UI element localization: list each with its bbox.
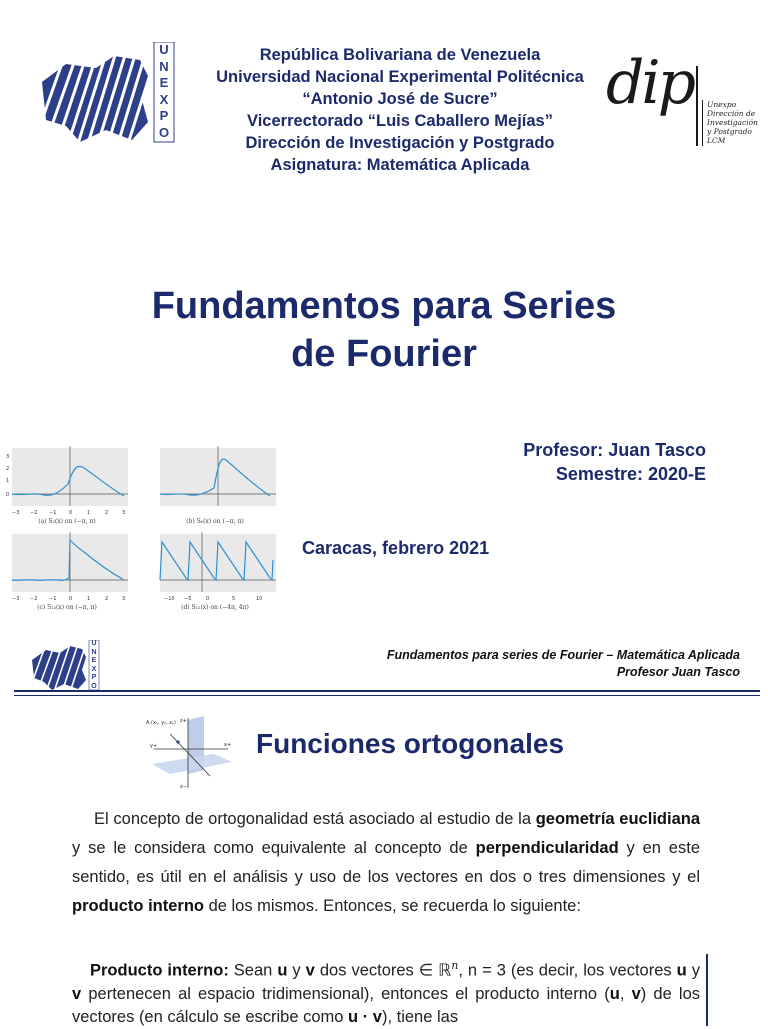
tick-label: 3 (6, 454, 10, 460)
logo-letter: P (91, 674, 97, 681)
institution-line: Universidad Nacional Experimental Politécnica (216, 68, 584, 86)
axis-label: A (x₁, y₁, z₁) (146, 720, 176, 726)
dip-mark: dip (606, 48, 694, 118)
logo-letter: O (158, 124, 170, 140)
institution-line: República Bolivariana de Venezuela (259, 46, 541, 64)
box-edge (706, 954, 708, 1026)
axis-label: x+ (224, 742, 232, 748)
semester: Semestre: 2020-E (555, 464, 706, 484)
place-date: Caracas, febrero 2021 (302, 538, 490, 558)
definition-label: Producto interno: (90, 961, 229, 980)
axis-label: z+ (180, 718, 187, 724)
tick-label: 2 (105, 510, 109, 516)
vector-u: u (609, 984, 620, 1003)
bold-term: producto interno (72, 897, 204, 915)
dip-text: y Postgrado (707, 127, 752, 136)
footer-line: Fundamentos para series de Fourier – Matemática Aplicada (386, 648, 740, 662)
logo-letter: X (159, 91, 169, 107)
title-line: de Fourier (291, 333, 477, 375)
thumbnail-caption: (b) S₆(x) on (−π, π) (186, 518, 244, 525)
tick-label: 5 (232, 596, 236, 602)
institution-line: “Antonio José de Sucre” (302, 90, 498, 108)
tick-label: −5 (184, 596, 192, 602)
vector-v: v (72, 984, 82, 1003)
tick-label: 3 (122, 510, 126, 516)
tick-label: 2 (6, 466, 10, 472)
dip-logo (606, 48, 758, 156)
slide-footer (387, 647, 740, 681)
institution-header (180, 44, 620, 176)
title-line: Fundamentos para Series (151, 285, 617, 327)
tick-label: 0 (6, 492, 10, 498)
fourier-thumbnail-b (152, 444, 278, 528)
axes-3d-icon (144, 716, 236, 792)
vector-u: u (277, 961, 288, 980)
page-title (84, 282, 684, 378)
professor-name: Profesor: Juan Tasco (523, 440, 706, 460)
dip-text: Investigación (707, 118, 758, 127)
tick-label: 0 (69, 596, 73, 602)
text-run: y (686, 961, 700, 980)
logo-letter: N (91, 648, 97, 656)
thumbnail-caption: (d) S₁₂(x) on (−4π, 4π) (181, 604, 249, 611)
divider (14, 695, 760, 696)
text-run: Sean (228, 961, 278, 980)
dot-product: u · v (348, 1007, 382, 1026)
text-run: y se le considera como equivalente al concepto de (72, 839, 476, 857)
logo-letter: E (159, 75, 169, 90)
text-run: ) de los vectores (en cálculo se escribe como (72, 984, 701, 1026)
dip-text: Unexpo (707, 100, 737, 109)
logo-letter: N (159, 58, 169, 74)
vector-u: u (676, 961, 687, 980)
tick-label: 1 (6, 478, 10, 484)
institution-line: Asignatura: Matemática Aplicada (270, 156, 530, 174)
footer-line: Profesor Juan Tasco (616, 665, 740, 679)
tick-label: 1 (87, 596, 91, 602)
tick-label: −2 (30, 510, 38, 516)
bold-term: perpendicularidad (475, 839, 619, 857)
thumbnail-caption: (c) S₁₂(x) on (−π, π) (37, 604, 97, 611)
tick-label: 2 (105, 596, 109, 602)
fourier-thumbnail-d (152, 530, 278, 614)
axis-label: y+ (150, 743, 158, 749)
institution-line: Vicerrectorado “Luis Caballero Mejías” (247, 112, 553, 130)
definition-paragraph: Producto interno: Sean u y v dos vectores ∈ ℝ$^n$, n = 3 (es decir, los vectores u y v pertenecen al espacio tridimensional), entonces el producto interno (u, v) de los vectores (en cálculo se escribe como u · v), tiene las (72, 959, 701, 1026)
logo-letter: P (159, 108, 169, 123)
section-title: Funciones ortogonales (256, 728, 565, 759)
tick-label: −1 (49, 510, 57, 516)
text-run: , n = 3 (es decir, los vectores (458, 961, 677, 980)
text-run: El concepto de ortogonalidad está asociado al estudio de la (94, 810, 536, 828)
vector-v: v (305, 961, 315, 980)
fourier-thumbnail-c (4, 530, 130, 614)
dip-text: LCM (707, 136, 726, 145)
tick-label: −3 (12, 596, 20, 602)
institution-line: Dirección de Investigación y Postgrado (245, 134, 555, 152)
logo-letter: E (91, 657, 97, 664)
text-run: pertenecen al espacio tridimensional), entonces el producto interno ( (81, 984, 610, 1003)
divider (14, 690, 760, 692)
tick-label: 0 (206, 596, 210, 602)
unexpo-logo-small (30, 640, 100, 692)
text-run: de los mismos. Entonces, se recuerda lo siguiente: (203, 897, 581, 915)
tick-label: −3 (12, 510, 20, 516)
fourier-thumbnail-a (4, 444, 130, 528)
text-run: dos vectores ∈ ℝ (314, 961, 452, 980)
intro-paragraph (72, 805, 700, 921)
logo-letter: X (91, 665, 97, 673)
tick-label: 0 (69, 510, 73, 516)
tick-label: 1 (87, 510, 91, 516)
thumbnail-caption: (a) S₃(x) on (−π, π) (38, 518, 96, 525)
tick-label: −2 (30, 596, 38, 602)
tick-label: 10 (256, 596, 263, 602)
vector-v: v (631, 984, 641, 1003)
dip-text: Dirección de (707, 109, 756, 118)
tick-label: −1 (49, 596, 57, 602)
bold-term: geometría euclidiana (535, 810, 700, 828)
unexpo-logo (36, 42, 176, 152)
text-run: ), tiene las (381, 1007, 459, 1026)
logo-letter: U (91, 640, 97, 647)
logo-letter: U (159, 42, 169, 57)
superscript-n: n (451, 959, 459, 972)
axis-label: z− (180, 784, 187, 790)
professor-block (523, 438, 706, 486)
logo-letter: O (91, 682, 97, 690)
tick-label: −10 (164, 596, 175, 602)
tick-label: 3 (122, 596, 126, 602)
text-run: y (287, 961, 306, 980)
text-run: y en este sentido, es útil en el análisis y uso de los vectores en dos o tres dimensiones y el (72, 839, 700, 886)
